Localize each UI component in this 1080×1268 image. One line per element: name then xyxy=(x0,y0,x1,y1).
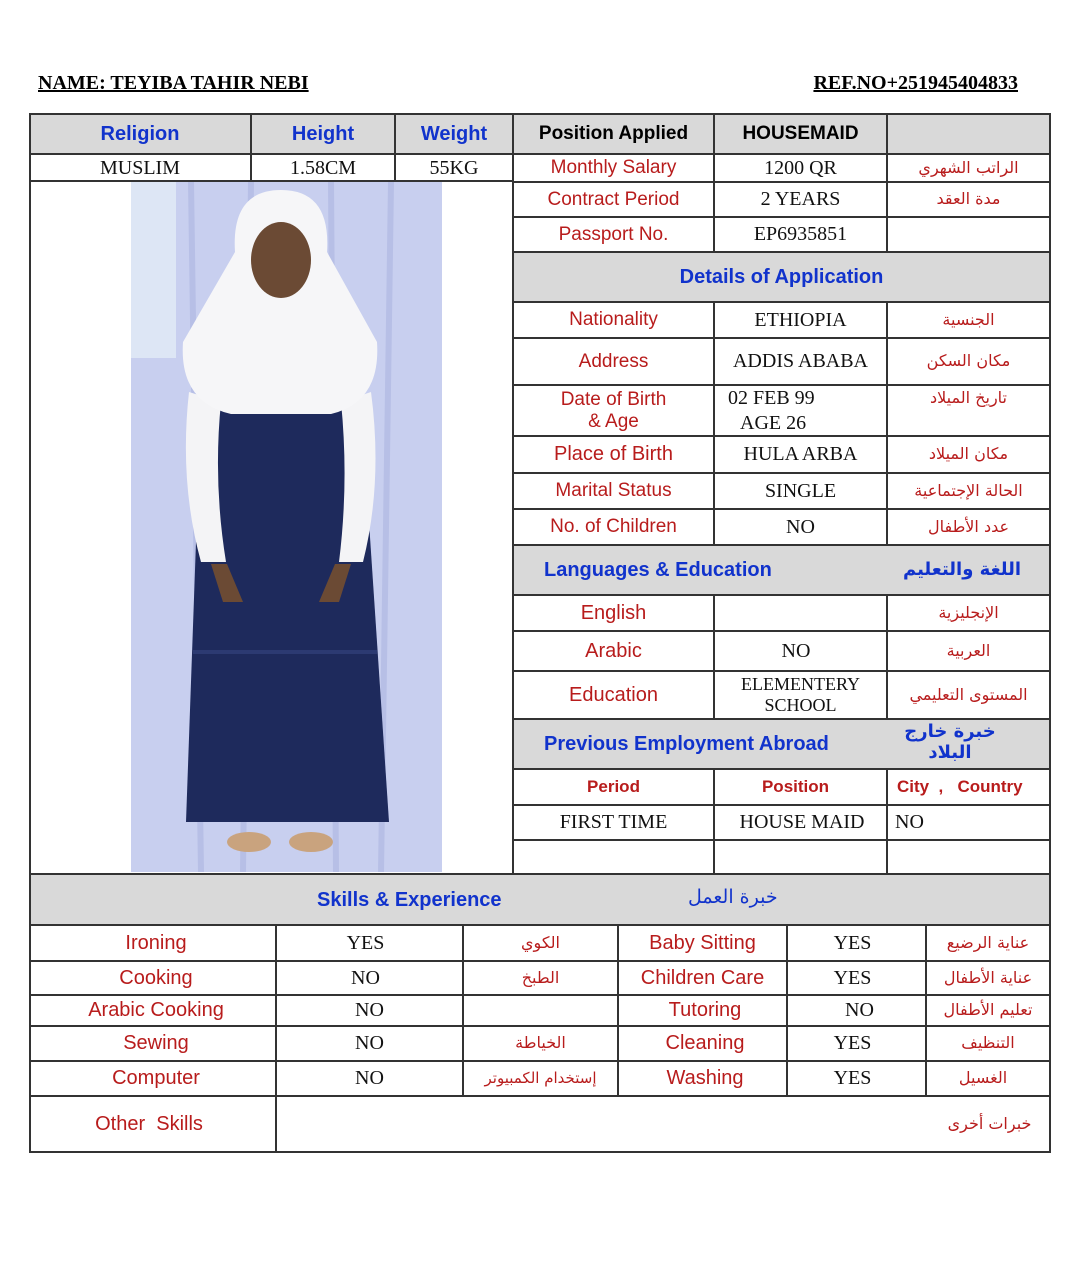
languages-title: Languages & Education xyxy=(544,559,772,581)
nationality-label-ar: الجنسية xyxy=(942,309,995,329)
religion-label: Religion xyxy=(100,122,180,145)
dob-label-ar: تاريخ الميلاد xyxy=(930,388,1007,407)
skill-tutoring-ar: تعليم الأطفال xyxy=(943,1000,1033,1020)
candidate-photo xyxy=(131,182,442,872)
nationality-label: Nationality xyxy=(569,309,658,331)
city-country-column-header: City , Country xyxy=(897,777,1023,796)
skill-cooking-value: NO xyxy=(351,966,380,989)
education-label-ar: المستوى التعليمي xyxy=(909,684,1028,704)
address-label: Address xyxy=(578,350,649,372)
skill-cleaning-ar: التنظيف xyxy=(961,1033,1015,1053)
skill-ironing-ar: الكوي xyxy=(521,932,560,952)
age-value: AGE 26 xyxy=(740,412,807,434)
skill-cleaning-label: Cleaning xyxy=(665,1032,745,1054)
skill-washing-ar: الغسيل xyxy=(958,1068,1008,1088)
dob-value: 02 FEB 99 xyxy=(728,387,815,409)
marital-label: Marital Status xyxy=(555,480,672,502)
skill-childrencare-ar: عناية الأطفال xyxy=(943,967,1033,987)
skill-babysitting-label: Baby Sitting xyxy=(649,931,756,954)
skill-childrencare-label: Children Care xyxy=(640,966,765,989)
other-skills-ar: خبرات أخرى xyxy=(947,1113,1032,1133)
skills-title-ar: خبرة العمل xyxy=(688,886,778,908)
skills-header-bg xyxy=(30,874,1050,924)
employment-period: FIRST TIME xyxy=(559,811,668,833)
birthplace-label-ar: مكان الميلاد xyxy=(928,444,1009,464)
dob-label: Date of Birth & Age xyxy=(560,388,667,432)
birthplace-label: Place of Birth xyxy=(554,443,673,465)
position-column-header: Position xyxy=(761,777,830,797)
address-value: ADDIS ABABA xyxy=(732,350,869,372)
weight-value: 55KG xyxy=(429,156,479,179)
reference-number: REF.NO+251945404833 xyxy=(813,72,1018,94)
employment-position: HOUSE MAID xyxy=(739,811,865,833)
skill-cooking-label: Cooking xyxy=(119,966,193,989)
salary-label-ar: الراتب الشهري xyxy=(918,157,1019,177)
children-value: NO xyxy=(786,515,815,538)
employment-city: NO xyxy=(895,811,924,833)
skill-computer-ar: إستخدام الكمبيوتر xyxy=(484,1068,597,1087)
period-column-header: Period xyxy=(587,777,640,797)
height-value: 1.58CM xyxy=(289,156,357,179)
skills-title: Skills & Experience xyxy=(317,889,502,911)
contract-label: Contract Period xyxy=(547,188,680,210)
skill-computer-label: Computer xyxy=(112,1067,200,1089)
birthplace-value: HULA ARBA xyxy=(743,443,858,465)
passport-label: Passport No. xyxy=(558,223,669,245)
skill-washing-label: Washing xyxy=(666,1067,744,1089)
skill-childrencare-value: YES xyxy=(833,966,872,989)
position-applied-label: Position Applied xyxy=(538,123,689,145)
education-value: ELEMENTERY SCHOOL xyxy=(741,674,860,715)
arabic-value: NO xyxy=(781,639,811,662)
skill-cleaning-value: YES xyxy=(833,1032,872,1054)
english-label-ar: الإنجليزية xyxy=(938,602,999,622)
weight-label: Weight xyxy=(420,122,488,145)
skill-babysitting-ar: عناية الرضيع xyxy=(946,932,1030,952)
skill-arabiccooking-label: Arabic Cooking xyxy=(88,999,224,1021)
skill-babysitting-value: YES xyxy=(833,931,872,954)
candidate-name: NAME: TEYIBA TAHIR NEBI xyxy=(38,72,309,94)
employment-title: Previous Employment Abroad xyxy=(544,733,829,755)
marital-label-ar: الحالة الإجتماعية xyxy=(914,480,1023,500)
skill-ironing-label: Ironing xyxy=(125,931,187,954)
children-label: No. of Children xyxy=(550,516,677,538)
salary-label: Monthly Salary xyxy=(550,157,677,179)
position-applied-value: HOUSEMAID xyxy=(742,123,859,145)
arabic-label: Arabic xyxy=(585,639,642,662)
english-label: English xyxy=(580,601,647,624)
skill-tutoring-value: NO xyxy=(845,999,874,1021)
skill-tutoring-label: Tutoring xyxy=(668,999,742,1021)
skill-washing-value: YES xyxy=(833,1067,872,1089)
english-value xyxy=(715,596,886,630)
other-skills-label: Other Skills xyxy=(95,1112,203,1135)
skill-ironing-value: YES xyxy=(346,931,385,954)
address-label-ar: مكان السكن xyxy=(926,351,1011,371)
skill-sewing-label: Sewing xyxy=(123,1032,189,1054)
skill-arabiccooking-value: NO xyxy=(355,999,384,1021)
contract-value: 2 YEARS xyxy=(760,188,841,210)
contract-label-ar: مدة العقد xyxy=(936,189,1001,209)
languages-title-ar: اللغة والتعليم xyxy=(902,558,1022,580)
children-label-ar: عدد الأطفال xyxy=(927,516,1010,536)
skill-computer-value: NO xyxy=(355,1067,384,1089)
skill-sewing-ar: الخياطة xyxy=(515,1033,566,1053)
skill-cooking-ar: الطبخ xyxy=(521,967,560,987)
education-label: Education xyxy=(569,683,658,706)
details-title: Details of Application xyxy=(679,265,884,288)
salary-value: 1200 QR xyxy=(764,156,837,179)
passport-value: EP6935851 xyxy=(753,223,848,245)
height-label: Height xyxy=(291,122,355,145)
employment-title-ar: خبرة خارج البلاد xyxy=(904,721,996,763)
nationality-value: ETHIOPIA xyxy=(754,308,847,331)
arabic-label-ar: العربية xyxy=(946,640,991,660)
religion-value: MUSLIM xyxy=(99,156,180,179)
skill-sewing-value: NO xyxy=(355,1032,384,1054)
marital-value: SINGLE xyxy=(764,479,837,502)
